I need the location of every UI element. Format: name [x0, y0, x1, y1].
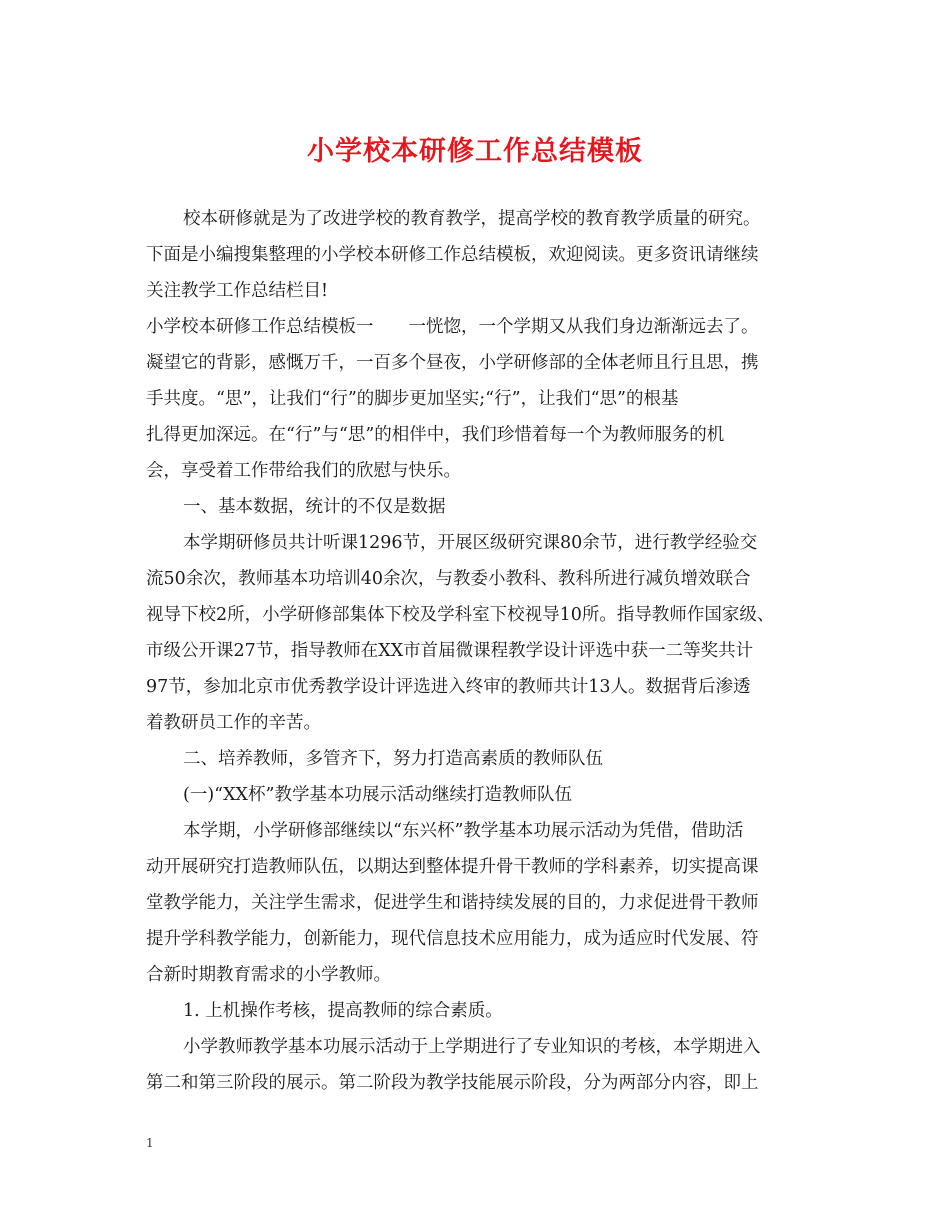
section-heading: 二、培养教师，多管齐下，努力打造高素质的教师队伍	[183, 749, 603, 769]
paragraph-line: 本学期，小学研修部继续以“东兴杯”教学基本功展示活动为凭借，借助活	[183, 821, 744, 841]
paragraph-line: 堂教学能力，关注学生需求，促进学生和谐持续发展的目的，力求促进骨干教师	[146, 893, 759, 913]
paragraph-line: 小学教师教学基本功展示活动于上学期进行了专业知识的考核，本学期进入	[183, 1037, 761, 1057]
paragraph-line: 本学期研修员共计听课1296节，开展区级研究课80余节，进行教学经验交	[183, 533, 758, 553]
paragraph-line: 下面是小编搜集整理的小学校本研修工作总结模板，欢迎阅读。更多资讯请继续	[146, 245, 759, 265]
paragraph-line: 小学校本研修工作总结模板一 一恍惚，一个学期又从我们身边渐渐远去了。	[146, 317, 759, 337]
list-item-heading: 1. 上机操作考核，提高教师的综合素质。	[183, 1001, 503, 1021]
paragraph-line: 关注教学工作总结栏目!	[146, 281, 329, 301]
paragraph-line: 动开展研究打造教师队伍，以期达到整体提升骨干教师的学科素养，切实提高课	[146, 857, 759, 877]
paragraph-line: 校本研修就是为了改进学校的教育教学，提高学校的教育教学质量的研究。	[183, 209, 761, 229]
paragraph-line: 市级公开课27节，指导教师在XX市首届微课程教学设计评选中获一二等奖共计	[146, 641, 754, 661]
paragraph-line: 手共度。“思”，让我们“行”的脚步更加坚实;“行”，让我们“思”的根基	[146, 389, 679, 409]
paragraph-line: 凝望它的背影，感慨万千，一百多个昼夜，小学研修部的全体老师且行且思，携	[146, 353, 759, 373]
subsection-heading: (一)“XX杯”教学基本功展示活动继续打造教师队伍	[183, 785, 572, 805]
paragraph-line: 视导下校2所，小学研修部集体下校及学科室下校视导10所。指导教师作国家级、	[146, 605, 775, 625]
paragraph-line: 着教研员工作的辛苦。	[146, 713, 321, 733]
section-heading: 一、基本数据，统计的不仅是数据	[183, 497, 446, 517]
document-title: 小学校本研修工作总结模板	[307, 136, 643, 167]
paragraph-line: 合新时期教育需求的小学教师。	[146, 965, 391, 985]
paragraph-line: 流50余次，教师基本功培训40余次，与教委小教科、教科所进行减负增效联合	[146, 569, 751, 589]
paragraph-line: 会，享受着工作带给我们的欣慰与快乐。	[146, 461, 461, 481]
paragraph-line: 扎得更加深远。在“行”与“思”的相伴中，我们珍惜着每一个为教师服务的机	[146, 425, 725, 445]
page-number: 1	[146, 1136, 154, 1150]
paragraph-line: 第二和第三阶段的展示。第二阶段为教学技能展示阶段，分为两部分内容，即上	[146, 1073, 759, 1093]
paragraph-line: 97节，参加北京市优秀教学设计评选进入终审的教师共计13人。数据背后渗透	[146, 677, 751, 697]
paragraph-line: 提升学科教学能力，创新能力，现代信息技术应用能力，成为适应时代发展、符	[146, 929, 759, 949]
